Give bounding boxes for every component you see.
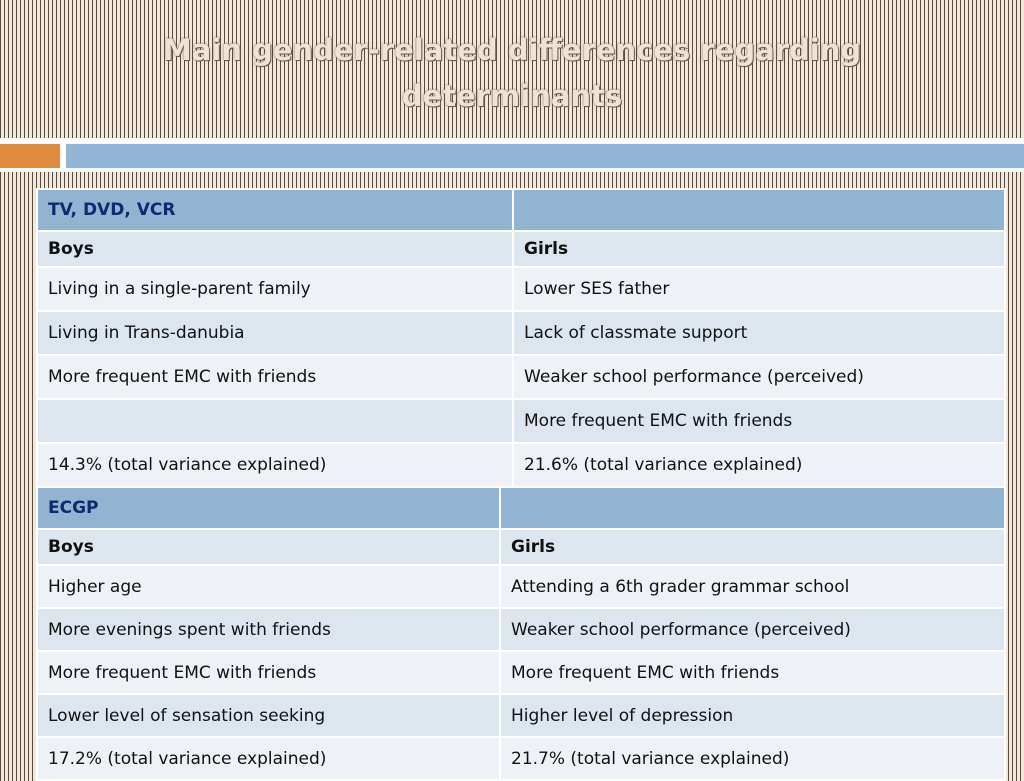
table-header-row	[37, 487, 1005, 529]
table-row	[37, 311, 1005, 355]
table-header-cell	[500, 487, 1005, 529]
table-row	[37, 565, 1005, 608]
tv-dvd-vcr-table	[36, 188, 1006, 488]
table-cell: Lower level of sensation seeking	[37, 694, 500, 737]
table-cell: Attending a 6th grader grammar school	[500, 565, 1005, 608]
column-header-boys: Boys	[37, 529, 500, 565]
ecgp-table	[36, 486, 1006, 781]
table-cell: More frequent EMC with friends	[500, 651, 1005, 694]
table-header-cell: ECGP	[37, 487, 500, 529]
accent-bar-orange	[0, 144, 60, 168]
accent-bar-blue	[66, 144, 1024, 168]
column-header-row	[37, 231, 1005, 267]
table-cell: 14.3% (total variance explained)	[37, 443, 513, 487]
table-row	[37, 651, 1005, 694]
table-cell: 21.7% (total variance explained)	[500, 737, 1005, 780]
table-cell: Weaker school performance (perceived)	[513, 355, 1005, 399]
title-band	[0, 0, 1024, 138]
table-row	[37, 737, 1005, 780]
slide-title-line-2: determinants	[401, 79, 623, 113]
column-header-row	[37, 529, 1005, 565]
table-cell: Weaker school performance (perceived)	[500, 608, 1005, 651]
table-row	[37, 267, 1005, 311]
column-header-boys: Boys	[37, 231, 513, 267]
table-cell: 21.6% (total variance explained)	[513, 443, 1005, 487]
table-cell: More frequent EMC with friends	[37, 651, 500, 694]
table-cell: Higher level of depression	[500, 694, 1005, 737]
table-row	[37, 355, 1005, 399]
column-header-girls: Girls	[513, 231, 1005, 267]
table-cell	[37, 399, 513, 443]
table-cell: More frequent EMC with friends	[513, 399, 1005, 443]
table-cell: 17.2% (total variance explained)	[37, 737, 500, 780]
table-header-cell	[513, 189, 1005, 231]
table-cell: Higher age	[37, 565, 500, 608]
table-header-cell: TV, DVD, VCR	[37, 189, 513, 231]
table-cell: Living in a single-parent family	[37, 267, 513, 311]
table-header-row	[37, 189, 1005, 231]
table-cell: Lack of classmate support	[513, 311, 1005, 355]
table-row	[37, 694, 1005, 737]
table-cell: Lower SES father	[513, 267, 1005, 311]
table-row	[37, 399, 1005, 443]
slide-title	[132, 19, 892, 119]
table-row	[37, 443, 1005, 487]
table-row	[37, 608, 1005, 651]
table-cell: More evenings spent with friends	[37, 608, 500, 651]
column-header-girls: Girls	[500, 529, 1005, 565]
table-cell: More frequent EMC with friends	[37, 355, 513, 399]
table-cell: Living in Trans-danubia	[37, 311, 513, 355]
slide-title-line-1: Main gender-related differences regarding	[162, 33, 862, 67]
